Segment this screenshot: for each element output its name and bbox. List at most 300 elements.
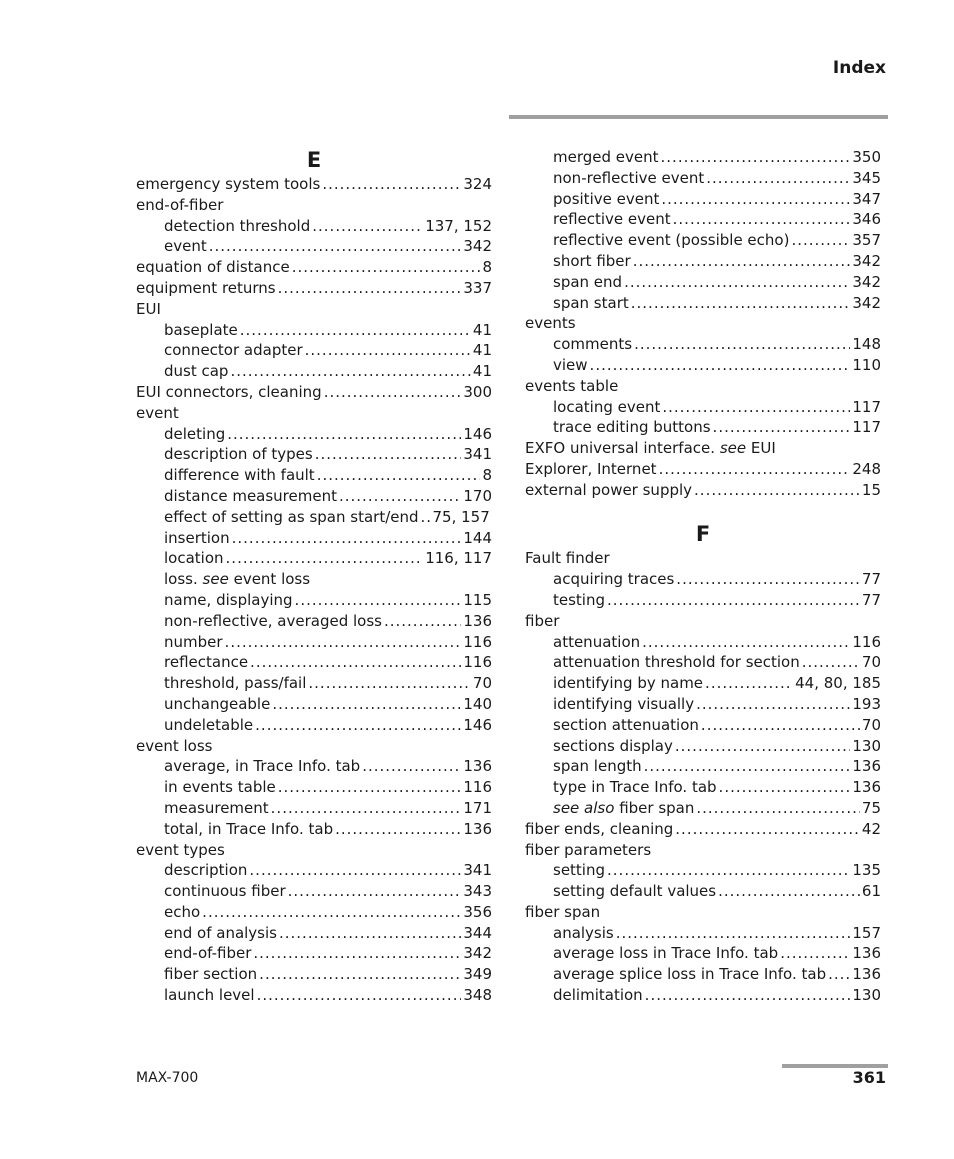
page-reference: 346: [852, 210, 881, 229]
index-subentry: [136, 819, 492, 840]
dot-leader: [719, 777, 851, 798]
index-subentry: [136, 548, 492, 569]
dot-leader: [259, 964, 461, 985]
index-entry: [136, 174, 492, 195]
index-entry-term: fiber ends, cleaning: [525, 819, 674, 838]
page-header-title: Index: [832, 58, 886, 78]
dot-leader: [713, 417, 851, 438]
dot-leader: [249, 860, 461, 881]
index-entry-term: span start: [553, 293, 629, 312]
page-reference: 170: [463, 486, 492, 505]
index-subentry: [136, 569, 492, 590]
index-entry: [136, 382, 492, 403]
index-entry-term: detection threshold: [164, 216, 311, 235]
page-reference: 116, 117: [425, 549, 492, 568]
index-subentry: [525, 985, 881, 1006]
index-subentry: [525, 736, 881, 757]
page-reference: 116: [463, 778, 492, 797]
index-entry-term: equation of distance: [136, 258, 290, 277]
index-entry-term: average splice loss in Trace Info. tab: [553, 965, 827, 984]
page-reference: 77: [861, 590, 881, 609]
dot-leader: [696, 694, 850, 715]
index-entry-term: type in Trace Info. tab: [553, 778, 717, 797]
dot-leader: [339, 486, 461, 507]
index-entry-term: attenuation: [553, 632, 641, 651]
index-entry-term: identifying by name: [553, 674, 704, 693]
page-reference: 41: [472, 362, 492, 381]
dot-leader: [255, 715, 461, 736]
index-entry-term: positive event: [553, 189, 660, 208]
dot-leader: [780, 943, 850, 964]
index-subentry: [525, 355, 881, 376]
index-subentry: [136, 216, 492, 237]
index-entry-term: event: [136, 403, 179, 422]
dot-leader: [308, 673, 471, 694]
page-reference: 70: [472, 674, 492, 693]
index-entry-term: connector adapter: [164, 341, 303, 360]
index-entry: [525, 438, 881, 459]
index-subentry: [136, 985, 492, 1006]
index-subentry: [525, 147, 881, 168]
index-entry: [136, 195, 492, 216]
index-entry-term: launch level: [164, 986, 255, 1005]
index-entry-term: undeletable: [164, 715, 254, 734]
index-entry-term: event types: [136, 840, 225, 859]
dot-leader: [232, 528, 462, 549]
index-entry-term: threshold, pass/fail: [164, 674, 307, 693]
index-subentry: [525, 798, 881, 819]
index-entry-term: comments: [553, 335, 633, 354]
index-entry: [136, 840, 492, 861]
page-reference: 116: [463, 653, 492, 672]
page-reference: 337: [463, 278, 492, 297]
index-entry-term: dust cap: [164, 362, 229, 381]
index-entry-term: fiber span: [525, 902, 601, 921]
index-subentry: [525, 923, 881, 944]
index-entry-term: reflective event: [553, 210, 671, 229]
index-subentry: [525, 694, 881, 715]
index-subentry: [136, 902, 492, 923]
page-reference: 344: [463, 923, 492, 942]
dot-leader: [324, 382, 462, 403]
index-entry-term: name, displaying: [164, 590, 293, 609]
dot-leader: [706, 168, 850, 189]
dot-leader: [696, 798, 860, 819]
index-subentry: [525, 168, 881, 189]
index-entry-term: echo: [164, 902, 201, 921]
index-subentry: [525, 417, 881, 438]
index-subentry: [136, 943, 492, 964]
see-target: event loss: [233, 570, 311, 589]
index-column-left: [136, 147, 492, 1006]
page-reference: 148: [852, 335, 881, 354]
page-reference: 136: [852, 965, 881, 984]
index-subentry: [136, 611, 492, 632]
index-entry-term: short fiber: [553, 251, 631, 270]
page-reference: 136: [463, 819, 492, 838]
index-entry-term: [553, 798, 694, 819]
index-subentry: [525, 272, 881, 293]
index-entry-term: Fault finder: [525, 549, 610, 568]
page-reference: 140: [463, 694, 492, 713]
footer-product-name: MAX-700: [136, 1070, 199, 1086]
index-entry-term: emergency system tools: [136, 175, 321, 193]
dot-leader: [317, 465, 481, 486]
page-reference: 357: [852, 231, 881, 250]
index-entry: [136, 278, 492, 299]
page-reference: 356: [463, 902, 492, 921]
index-entry-term: external power supply: [525, 480, 693, 499]
see-prefix: EXFO universal interface.: [525, 439, 716, 458]
index-entry-term: [164, 569, 310, 590]
index-entry-term: total, in Trace Info. tab: [164, 819, 334, 838]
dot-leader: [292, 257, 481, 278]
dot-leader: [705, 673, 793, 694]
index-entry-term: locating event: [553, 397, 661, 416]
page-reference: 193: [852, 694, 881, 713]
dot-leader: [421, 507, 431, 528]
index-subentry: [136, 923, 492, 944]
page-reference: 117: [852, 397, 881, 416]
header-divider: [509, 115, 888, 119]
page-reference: 77: [861, 570, 881, 589]
page-reference: 110: [852, 355, 881, 374]
dot-leader: [315, 444, 462, 465]
index-entry-term: event: [164, 237, 207, 256]
index-subentry: [525, 569, 881, 590]
page-reference: 248: [852, 459, 881, 478]
index-entry-term: events table: [525, 376, 619, 395]
page-reference: 70: [861, 715, 881, 734]
dot-leader: [322, 174, 461, 195]
page-reference: 135: [852, 861, 881, 880]
index-subentry: [136, 964, 492, 985]
page-reference: 42: [861, 819, 881, 838]
dot-leader: [701, 715, 860, 736]
page-reference: 136: [852, 944, 881, 963]
index-subentry: [525, 230, 881, 251]
index-subentry: [136, 444, 492, 465]
index-subentry: [525, 209, 881, 230]
page-reference: 349: [463, 965, 492, 984]
page-reference: 341: [463, 861, 492, 880]
page-reference: 342: [463, 237, 492, 256]
page-reference: 350: [852, 148, 881, 166]
dot-leader: [634, 334, 850, 355]
dot-leader: [279, 923, 461, 944]
index-entry-term: equipment returns: [136, 278, 276, 297]
page-reference: 116: [852, 632, 881, 651]
dot-leader: [335, 819, 461, 840]
index-subentry: [136, 777, 492, 798]
page-reference: 324: [463, 175, 492, 193]
index-subentry: [525, 881, 881, 902]
index-entry-term: average, in Trace Info. tab: [164, 757, 361, 776]
index-entry-term: analysis: [553, 923, 614, 942]
index-entry-term: end of analysis: [164, 923, 277, 942]
index-subentry: [525, 251, 881, 272]
page-reference: 136: [463, 611, 492, 630]
page-reference: 171: [463, 798, 492, 817]
dot-leader: [828, 964, 850, 985]
index-subentry: [136, 236, 492, 257]
index-subentry: [525, 673, 881, 694]
dot-leader: [295, 590, 462, 611]
page-reference: 157: [852, 923, 881, 942]
page-reference: 342: [852, 251, 881, 270]
dot-leader: [227, 424, 461, 445]
index-entry-term: deleting: [164, 424, 226, 443]
index-entry-term: merged event: [553, 148, 659, 166]
dot-leader: [631, 293, 851, 314]
index-entry-term: reflectance: [164, 653, 249, 672]
index-subentry: [136, 590, 492, 611]
page-reference: 343: [463, 882, 492, 901]
see-reference-label: see: [202, 570, 229, 589]
index-subentry: [136, 465, 492, 486]
index-entry-term: number: [164, 632, 223, 651]
index-subentry: [525, 397, 881, 418]
index-entry-term: section attenuation: [553, 715, 699, 734]
index-entry-term: description of types: [164, 445, 313, 464]
dot-leader: [633, 251, 851, 272]
index-entry-term: delimitation: [553, 986, 643, 1005]
dot-leader: [272, 694, 461, 715]
index-subentry: [136, 320, 492, 341]
index-entry: [525, 459, 881, 480]
index-column-right: [525, 147, 881, 1006]
dot-leader: [257, 985, 462, 1006]
index-subentry: [136, 632, 492, 653]
index-entry-term: EUI connectors, cleaning: [136, 382, 322, 401]
dot-leader: [802, 652, 860, 673]
page-reference: 15: [861, 480, 881, 499]
dot-leader: [384, 611, 461, 632]
index-subentry: [525, 860, 881, 881]
dot-leader: [607, 590, 860, 611]
index-entry: [136, 299, 492, 320]
index-subentry: [136, 486, 492, 507]
page-reference: 144: [463, 528, 492, 547]
see-prefix: loss.: [164, 570, 198, 589]
index-entry-term: Explorer, Internet: [525, 459, 657, 478]
index-entry: [525, 902, 881, 923]
index-entry-term: events: [525, 314, 576, 333]
see-also-target: fiber span: [619, 798, 695, 817]
index-subentry: [136, 340, 492, 361]
index-entry-term: view: [553, 355, 588, 374]
dot-leader: [225, 632, 462, 653]
page-reference: 146: [463, 715, 492, 734]
page-reference: 130: [852, 986, 881, 1005]
dot-leader: [240, 320, 471, 341]
index-entry-term: acquiring traces: [553, 570, 675, 589]
index-entry-term: effect of setting as span start/end: [164, 507, 419, 526]
index-subentry: [525, 943, 881, 964]
dot-leader: [202, 902, 461, 923]
page-reference: 44, 80, 185: [795, 674, 881, 693]
page-reference: 130: [852, 736, 881, 755]
index-entry: [525, 819, 881, 840]
index-subentry: [525, 777, 881, 798]
index-entry-term: unchangeable: [164, 694, 271, 713]
dot-leader: [209, 236, 462, 257]
index-entry: [525, 480, 881, 501]
dot-leader: [312, 216, 423, 237]
dot-leader: [607, 860, 850, 881]
index-entry-term: difference with fault: [164, 466, 315, 485]
index-entry-term: identifying visually: [553, 694, 695, 713]
index-subentry: [136, 715, 492, 736]
page-reference: 347: [852, 189, 881, 208]
dot-leader: [305, 340, 471, 361]
index-entry-term: span end: [553, 272, 623, 291]
dot-leader: [644, 756, 851, 777]
index-entry-term: fiber parameters: [525, 840, 652, 859]
footer-page-number: 361: [852, 1068, 886, 1087]
index-subentry: [525, 715, 881, 736]
index-section-letter: F: [695, 522, 711, 547]
page-reference: 61: [861, 882, 881, 901]
page-reference: 75, 157: [432, 507, 490, 526]
index-entry-term: non-reflective, averaged loss: [164, 611, 382, 630]
index-entry-term: EUI: [136, 299, 161, 318]
index-subentry: [136, 881, 492, 902]
dot-leader: [661, 147, 851, 168]
index-entry-term: average loss in Trace Info. tab: [553, 944, 779, 963]
index-subentry: [525, 652, 881, 673]
page-reference: 70: [861, 653, 881, 672]
index-entry-term: testing: [553, 590, 606, 609]
index-subentry: [136, 361, 492, 382]
index-subentry: [525, 632, 881, 653]
index-entry: [136, 403, 492, 424]
page-reference: 116: [463, 632, 492, 651]
dot-leader: [271, 798, 462, 819]
index-subentry: [525, 293, 881, 314]
index-subentry: [525, 964, 881, 985]
index-subentry: [136, 798, 492, 819]
page-reference: 136: [463, 757, 492, 776]
page-reference: 137, 152: [425, 216, 492, 235]
dot-leader: [590, 355, 851, 376]
index-subentry: [136, 507, 492, 528]
index-entry-term: setting default values: [553, 882, 717, 901]
see-reference-label: see: [719, 439, 747, 458]
section-spacer: [525, 501, 881, 522]
index-section-letter: E: [306, 148, 322, 172]
index-entry-term: fiber: [525, 611, 560, 630]
dot-leader: [288, 881, 462, 902]
dot-leader: [642, 632, 850, 653]
dot-leader: [253, 943, 461, 964]
index-entry-term: event loss: [136, 736, 213, 755]
dot-leader: [675, 819, 860, 840]
index-entry-term: baseplate: [164, 320, 238, 339]
see-target: EUI: [750, 439, 776, 458]
page-reference: 345: [852, 168, 881, 187]
dot-leader: [624, 272, 850, 293]
dot-leader: [676, 569, 860, 590]
see-also-label: see also: [553, 798, 615, 817]
page-reference: 342: [852, 293, 881, 312]
index-subentry: [525, 334, 881, 355]
index-entry-term: non-reflective event: [553, 168, 705, 187]
dot-leader: [278, 777, 462, 798]
dot-leader: [675, 736, 850, 757]
page-reference: 41: [472, 341, 492, 360]
dot-leader: [791, 230, 850, 251]
page-reference: 341: [463, 445, 492, 464]
index-entry: [525, 840, 881, 861]
index-entry-term: in events table: [164, 778, 276, 797]
index-entry-term: reflective event (possible echo): [553, 231, 790, 250]
index-entry: [525, 313, 881, 334]
index-entry-term: measurement: [164, 798, 269, 817]
dot-leader: [645, 985, 851, 1006]
index-entry-term: [525, 438, 776, 459]
index-entry-term: setting: [553, 861, 606, 880]
page-reference: 117: [852, 418, 881, 437]
index-subentry: [136, 694, 492, 715]
index-subentry: [136, 860, 492, 881]
index-entry-term: trace editing buttons: [553, 418, 711, 437]
index-subentry: [136, 652, 492, 673]
index-entry-term: description: [164, 861, 248, 880]
page-reference: 342: [463, 944, 492, 963]
index-entry-term: attenuation threshold for section: [553, 653, 800, 672]
dot-leader: [718, 881, 860, 902]
page-reference: 8: [482, 466, 492, 485]
page-reference: 146: [463, 424, 492, 443]
index-entry-term: end-of-fiber: [164, 944, 252, 963]
page-reference: 342: [852, 272, 881, 291]
index-entry-term: span length: [553, 757, 642, 776]
dot-leader: [673, 209, 851, 230]
index-entry-term: insertion: [164, 528, 230, 547]
page-reference: 136: [852, 757, 881, 776]
index-entry: [136, 736, 492, 757]
page-reference: 136: [852, 778, 881, 797]
index-entry-term: location: [164, 549, 224, 568]
index-subentry: [136, 528, 492, 549]
index-entry-term: continuous fiber: [164, 882, 286, 901]
index-entry-term: fiber section: [164, 965, 258, 984]
page-reference: 348: [463, 986, 492, 1005]
page-reference: 75: [861, 798, 881, 817]
dot-leader: [226, 548, 424, 569]
dot-leader: [616, 923, 851, 944]
index-subentry: [525, 189, 881, 210]
dot-leader: [278, 278, 462, 299]
dot-leader: [659, 459, 851, 480]
page-reference: 300: [463, 382, 492, 401]
dot-leader: [250, 652, 461, 673]
index-entry-term: end-of-fiber: [136, 195, 224, 214]
index-entry-term: distance measurement: [164, 486, 337, 505]
index-entry-term: sections display: [553, 736, 673, 755]
dot-leader: [362, 756, 461, 777]
index-subentry: [525, 756, 881, 777]
index-subentry: [136, 756, 492, 777]
dot-leader: [694, 480, 860, 501]
index-subentry: [136, 673, 492, 694]
index-entry: [525, 548, 881, 569]
dot-leader: [662, 397, 850, 418]
page-reference: 115: [463, 590, 492, 609]
dot-leader: [230, 361, 470, 382]
page-reference: 41: [472, 320, 492, 339]
